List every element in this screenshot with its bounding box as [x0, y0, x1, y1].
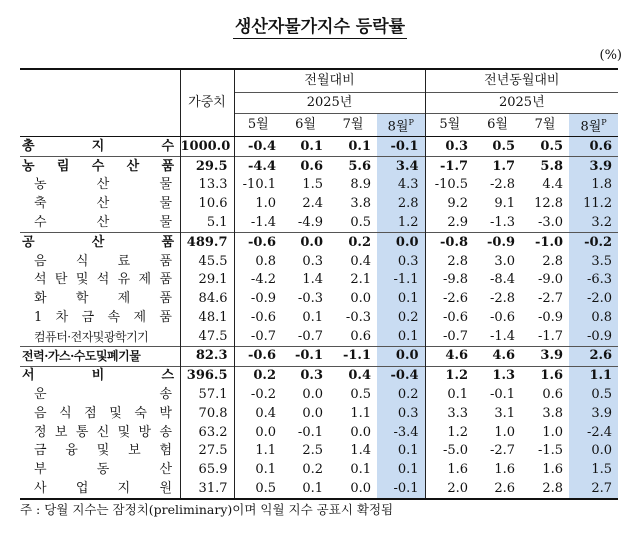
row-label: 사 업 지 원 [34, 481, 172, 497]
mom-value-cell: 0.3 [302, 253, 323, 269]
weight-cell: 13.3 [180, 176, 234, 195]
mom-value-cell: 0.1 [300, 138, 323, 154]
weight-cell: 70.8 [180, 404, 234, 423]
yoy-value-cell: 1.1 [569, 366, 618, 385]
yoy-value-cell: -2.8 [489, 177, 516, 193]
mom-value-cell: 1.1 [234, 442, 282, 461]
mom-value-cell: -4.2 [234, 271, 282, 290]
mom-value-cell: -3.4 [377, 423, 425, 442]
mom-value-cell: 2.1 [350, 272, 371, 288]
yoy-value-cell: 12.8 [534, 196, 564, 212]
mom-value-cell: -0.1 [377, 137, 425, 157]
weight-cell: 65.9 [180, 461, 234, 480]
mom-value-cell: 0.2 [302, 462, 323, 478]
yoy-value-cell: 0.5 [540, 138, 564, 154]
preliminary-mark: P [601, 118, 607, 127]
mom-value-cell: 4.3 [377, 176, 425, 195]
yoy-value-cell: 2.6 [569, 347, 618, 367]
row-label: 음 식 점 및 숙 박 [34, 405, 172, 421]
yoy-value-cell: -8.4 [489, 272, 516, 288]
mom-value-cell: -1.1 [377, 271, 425, 290]
weight-cell: 84.6 [180, 290, 234, 309]
yoy-value-cell: 1.5 [569, 461, 618, 480]
weight-cell: 396.5 [180, 366, 234, 385]
mom-year-header: 2025년 [234, 93, 425, 114]
mom-value-cell: 1.0 [234, 195, 282, 214]
yoy-value-cell: -1.7 [425, 157, 474, 176]
table-row [20, 442, 618, 461]
weight-cell: 82.3 [180, 347, 234, 367]
table-row [20, 214, 618, 233]
mom-value-cell: -1.4 [234, 214, 282, 233]
mom-value-cell: 0.1 [350, 462, 371, 478]
row-label: 석 탄 및 석 유 제 품 [34, 272, 172, 288]
mom-value-cell: 0.0 [300, 234, 323, 250]
row-label: 총 지 수 [22, 138, 174, 154]
table-row [20, 157, 618, 176]
yoy-month-header: 6월 [474, 114, 521, 137]
mom-month-header: 5월 [234, 114, 282, 137]
row-label: 1 차 금 속 제 품 [34, 309, 172, 325]
yoy-value-cell: 0.6 [569, 137, 618, 157]
table-row [20, 233, 618, 252]
yoy-value-cell: -1.4 [489, 328, 516, 344]
yoy-month-header: 7월 [521, 114, 569, 137]
mom-value-cell: 0.4 [350, 253, 371, 269]
row-label: 화 학 제 품 [34, 291, 172, 307]
mom-value-cell: 0.0 [350, 291, 371, 307]
mom-value-cell: -0.3 [345, 309, 371, 325]
table-row [20, 290, 618, 309]
yoy-value-cell: 9.2 [425, 195, 474, 214]
mom-value-cell: 0.1 [302, 481, 323, 497]
yoy-value-cell: 0.6 [542, 387, 564, 403]
mom-value-cell: 0.0 [377, 233, 425, 252]
weight-cell: 5.1 [180, 214, 234, 233]
mom-value-cell: -4.4 [234, 157, 282, 176]
mom-value-cell: 0.0 [302, 405, 323, 421]
yoy-value-cell: 1.2 [425, 366, 474, 385]
yoy-value-cell: 3.3 [425, 404, 474, 423]
unit-label: (%) [599, 48, 622, 63]
row-label: 수 산 물 [34, 214, 172, 230]
yoy-value-cell: 2.7 [569, 480, 618, 500]
table-row [20, 309, 618, 328]
yoy-value-cell: 1.6 [540, 368, 564, 384]
mom-month-header: 7월 [329, 114, 377, 137]
mom-value-cell: 0.3 [377, 252, 425, 271]
mom-value-cell: -0.7 [297, 328, 323, 344]
yoy-value-cell: 1.8 [569, 176, 618, 195]
yoy-value-cell: -2.4 [569, 423, 618, 442]
yoy-value-cell: 2.9 [425, 214, 474, 233]
mom-value-cell: -0.2 [234, 386, 282, 405]
mom-value-cell: 1.4 [350, 443, 371, 459]
weight-cell: 63.2 [180, 423, 234, 442]
table-row [20, 366, 618, 385]
yoy-value-cell: 11.2 [569, 195, 618, 214]
mom-value-cell: 0.2 [348, 234, 371, 250]
table-row [20, 423, 618, 442]
weight-cell: 10.6 [180, 195, 234, 214]
weight-cell: 47.5 [180, 327, 234, 346]
weight-cell: 31.7 [180, 480, 234, 500]
mom-value-cell: -0.1 [377, 480, 425, 500]
mom-value-cell: 0.6 [350, 328, 371, 344]
weight-cell: 57.1 [180, 386, 234, 405]
yoy-value-cell: 3.8 [542, 405, 564, 421]
ppi-change-table [20, 68, 618, 500]
row-label: 서 비 스 [22, 368, 174, 384]
yoy-value-cell: 3.9 [569, 404, 618, 423]
yoy-value-cell: -0.7 [425, 327, 474, 346]
table-row [20, 195, 618, 214]
yoy-value-cell: 0.5 [569, 386, 618, 405]
mom-value-cell: 3.4 [377, 157, 425, 176]
table-row [20, 404, 618, 423]
mom-value-cell: -0.6 [234, 347, 282, 367]
mom-value-cell: 0.2 [377, 309, 425, 328]
mom-value-cell: 0.8 [234, 252, 282, 271]
yoy-value-cell: -6.3 [569, 271, 618, 290]
mom-value-cell: 1.5 [302, 177, 323, 193]
mom-value-cell: -0.7 [234, 327, 282, 346]
yoy-value-cell: -0.2 [569, 233, 618, 252]
table-row [20, 347, 618, 367]
yoy-year-header: 2025년 [425, 93, 618, 114]
mom-value-cell: 0.3 [300, 368, 323, 384]
yoy-value-cell: 2.8 [542, 253, 564, 269]
yoy-value-cell: -2.0 [569, 290, 618, 309]
table-row [20, 386, 618, 405]
table-row [20, 176, 618, 195]
row-label: 공 산 품 [22, 234, 174, 250]
weight-cell: 27.5 [180, 442, 234, 461]
mom-value-cell: 1.4 [302, 272, 323, 288]
row-label: 부 동 산 [34, 462, 172, 478]
yoy-value-cell: 1.6 [542, 462, 564, 478]
yoy-value-cell: 3.9 [540, 348, 564, 364]
mom-value-cell: 0.3 [377, 404, 425, 423]
yoy-value-cell: 3.9 [569, 157, 618, 176]
mom-value-cell: 2.5 [302, 443, 323, 459]
row-label: 금 융 및 보 험 [34, 443, 172, 459]
table-row [20, 271, 618, 290]
mom-value-cell: 8.9 [350, 177, 371, 193]
mom-value-cell: 0.1 [377, 327, 425, 346]
yoy-value-cell: -1.5 [537, 443, 564, 459]
mom-value-cell: 0.2 [234, 366, 282, 385]
yoy-header: 전년동월대비 [425, 69, 618, 93]
mom-value-cell: -0.1 [297, 424, 323, 440]
yoy-value-cell: -3.0 [537, 214, 564, 230]
yoy-value-cell: 4.6 [492, 348, 516, 364]
yoy-value-cell: -10.5 [425, 176, 474, 195]
mom-value-cell: 0.1 [377, 442, 425, 461]
weight-cell: 489.7 [180, 233, 234, 252]
mom-value-cell: 1.2 [377, 214, 425, 233]
yoy-value-cell: -1.7 [537, 328, 564, 344]
yoy-value-cell: -1.3 [489, 214, 516, 230]
mom-value-cell: 0.4 [348, 368, 371, 384]
row-label: 전 력 · 가 스 · 수 도 및 폐 기 물 [22, 349, 141, 364]
mom-value-cell: 0.1 [234, 461, 282, 480]
yoy-value-cell: -9.8 [425, 271, 474, 290]
table-row [20, 252, 618, 271]
mom-header: 전월대비 [234, 69, 425, 93]
yoy-value-cell: 1.0 [542, 424, 564, 440]
mom-month-header: 6월 [282, 114, 329, 137]
row-label: 농 림 수 산 품 [22, 158, 174, 174]
mom-value-cell: 1.1 [350, 405, 371, 421]
mom-value-cell: -0.6 [234, 309, 282, 328]
row-label: 정 보 통 신 및 방 송 [34, 424, 172, 440]
yoy-value-cell: 0.0 [569, 442, 618, 461]
mom-value-cell: 0.5 [350, 387, 371, 403]
preliminary-mark: P [408, 118, 414, 127]
yoy-month-header: 5월 [425, 114, 474, 137]
yoy-value-cell: 3.1 [494, 405, 516, 421]
mom-value-cell: 0.4 [234, 404, 282, 423]
yoy-value-cell: -0.1 [489, 387, 516, 403]
weight-header: 가중치 [180, 69, 234, 137]
mom-value-cell: 2.8 [377, 195, 425, 214]
table-row [20, 461, 618, 480]
weight-cell: 29.5 [180, 157, 234, 176]
yoy-value-cell: 2.8 [425, 252, 474, 271]
yoy-value-cell: 2.0 [425, 480, 474, 500]
mom-value-cell: 0.1 [377, 461, 425, 480]
mom-value-cell: -0.4 [234, 137, 282, 157]
yoy-value-cell: -9.0 [537, 272, 564, 288]
yoy-month-header: 8월$^P$ [569, 114, 618, 137]
mom-value-cell: 0.0 [234, 423, 282, 442]
yoy-value-cell: 9.1 [494, 196, 516, 212]
yoy-value-cell: 1.0 [494, 424, 516, 440]
mom-value-cell: 0.1 [377, 290, 425, 309]
row-label: 축 산 물 [34, 196, 172, 212]
mom-value-cell: 2.4 [302, 196, 323, 212]
weight-cell: 45.5 [180, 252, 234, 271]
yoy-value-cell: 0.3 [425, 137, 474, 157]
yoy-value-cell: 2.8 [542, 481, 564, 497]
mom-value-cell: -0.9 [234, 290, 282, 309]
row-label: 컴 퓨 터 · 전 자 및 광 학 기 기 [34, 329, 149, 344]
yoy-value-cell: -0.6 [489, 309, 516, 325]
mom-month-header: 8월$^P$ [377, 114, 425, 137]
mom-value-cell: -0.4 [377, 366, 425, 385]
mom-value-cell: 0.0 [350, 424, 371, 440]
yoy-value-cell: -1.0 [535, 234, 564, 250]
yoy-value-cell: 3.0 [494, 253, 516, 269]
mom-value-cell: 0.1 [302, 309, 323, 325]
yoy-value-cell: -0.6 [425, 309, 474, 328]
mom-value-cell: -4.9 [297, 214, 323, 230]
yoy-value-cell: -2.8 [489, 291, 516, 307]
yoy-value-cell: 2.6 [494, 481, 516, 497]
mom-value-cell: 3.8 [350, 196, 371, 212]
yoy-value-cell: -0.9 [487, 234, 516, 250]
yoy-value-cell: -0.9 [569, 327, 618, 346]
table-row [20, 327, 618, 346]
yoy-value-cell: 1.6 [425, 461, 474, 480]
table-title: 생산자물가지수 등락률 [234, 17, 406, 37]
yoy-value-cell: 0.5 [492, 138, 516, 154]
yoy-value-cell: -2.7 [537, 291, 564, 307]
mom-value-cell: 0.1 [348, 138, 371, 154]
weight-cell: 29.1 [180, 271, 234, 290]
yoy-value-cell: 1.3 [492, 368, 516, 384]
mom-value-cell: 0.5 [234, 480, 282, 500]
table-row [20, 137, 618, 157]
yoy-value-cell: 4.6 [425, 347, 474, 367]
mom-value-cell: -0.3 [297, 291, 323, 307]
mom-value-cell: 0.2 [377, 386, 425, 405]
weight-cell: 1000.0 [180, 137, 234, 157]
row-label: 음 식 료 품 [34, 253, 172, 269]
mom-value-cell: 0.0 [302, 387, 323, 403]
mom-value-cell: 0.0 [350, 481, 371, 497]
weight-cell: 48.1 [180, 309, 234, 328]
yoy-value-cell: 1.7 [492, 158, 516, 174]
yoy-value-cell: 5.8 [540, 158, 564, 174]
yoy-value-cell: -5.0 [425, 442, 474, 461]
mom-value-cell: 0.6 [300, 158, 323, 174]
category-header [20, 69, 180, 137]
mom-value-cell: 0.0 [377, 347, 425, 367]
yoy-value-cell: -0.8 [425, 233, 474, 252]
table-row [20, 480, 618, 500]
yoy-value-cell: -0.9 [537, 309, 564, 325]
yoy-value-cell: 1.2 [425, 423, 474, 442]
yoy-value-cell: 3.2 [569, 214, 618, 233]
yoy-value-cell: 0.1 [425, 386, 474, 405]
yoy-value-cell: 4.4 [542, 177, 564, 193]
row-label: 운 송 [34, 387, 172, 403]
mom-value-cell: -0.1 [294, 348, 323, 364]
yoy-value-cell: 1.6 [494, 462, 516, 478]
mom-value-cell: 5.6 [348, 158, 371, 174]
yoy-value-cell: 0.8 [569, 309, 618, 328]
mom-value-cell: -10.1 [234, 176, 282, 195]
footnote: 주 : 당월 지수는 잠정치(preliminary)이며 익월 지수 공표시 확정됨 [20, 502, 394, 517]
mom-value-cell: -1.1 [342, 348, 371, 364]
yoy-value-cell: -2.7 [489, 443, 516, 459]
yoy-value-cell: -2.6 [425, 290, 474, 309]
yoy-value-cell: 3.5 [569, 252, 618, 271]
row-label: 농 산 물 [34, 177, 172, 193]
mom-value-cell: 0.5 [350, 214, 371, 230]
mom-value-cell: -0.6 [234, 233, 282, 252]
